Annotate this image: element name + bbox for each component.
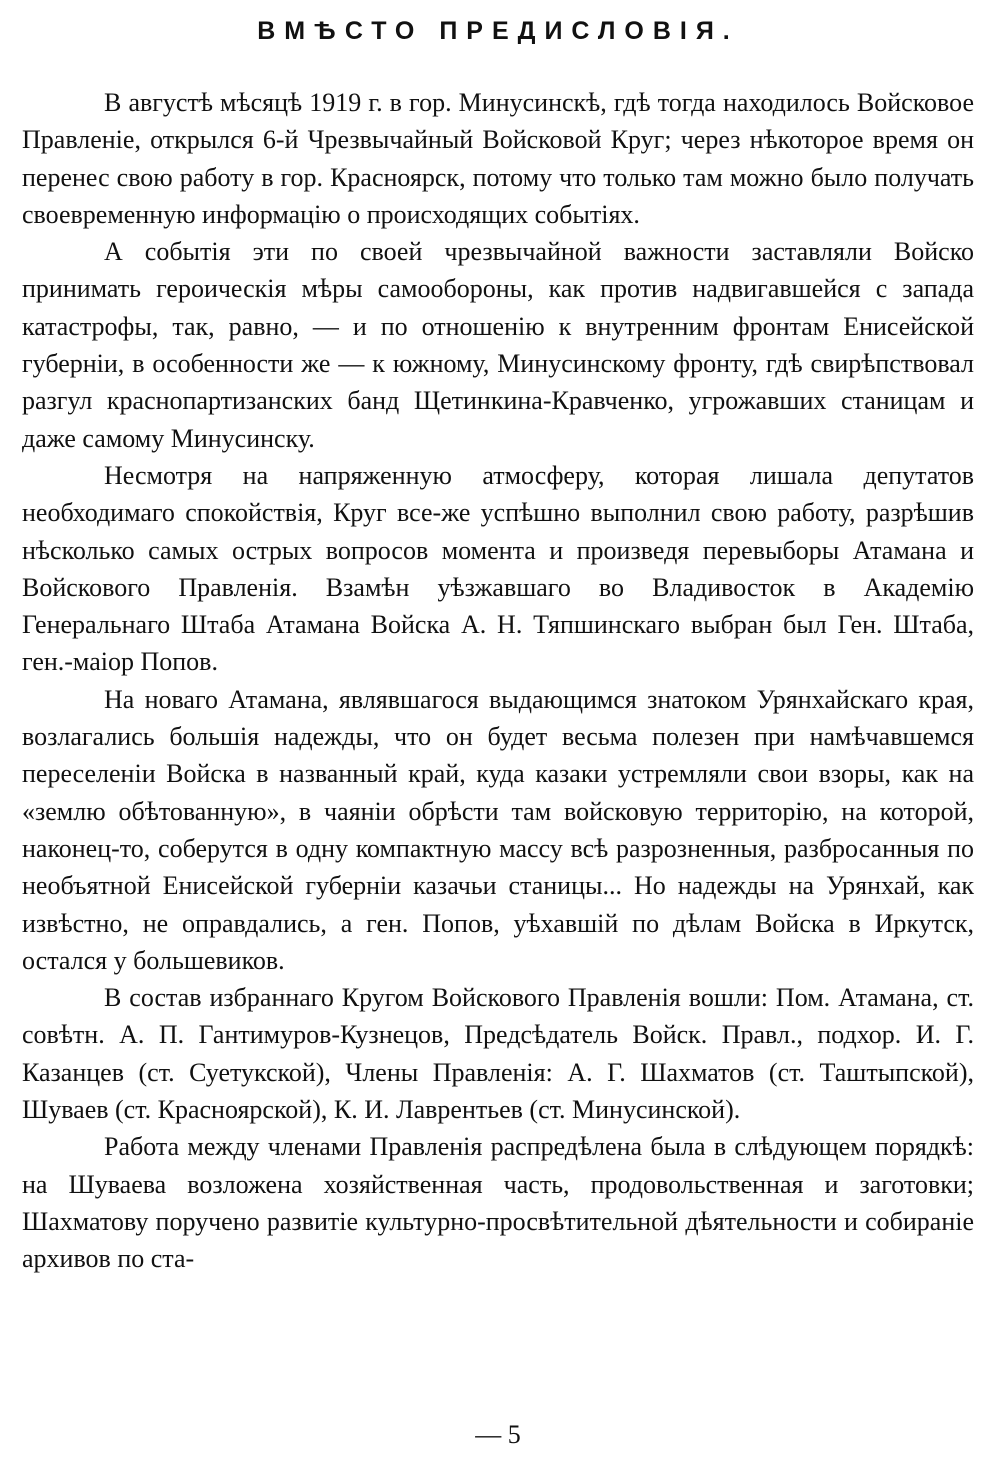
paragraph-3: Несмотря на напряженную атмосферу, которая лишала депутатов необходимаго спокойствія, Круг все-же успѣшно выполнил свою работу, разрѣшив нѣсколько самых острых вопросов момента и произведя перевыборы Атамана и Войскового Правленія. Взамѣн уѣзжавшаго во Владивосток в Академію Генеральнаго Штаба Атамана Войска А. Н. Тяпшинскаго выбран был Ген. Штаба, ген.-маіор Попов. <box>22 460 974 677</box>
paragraph-5: В состав избраннаго Кругом Войскового Правленія вошли: Пом. Атамана, ст. совѣтн. А. П. Гантимуров-Кузнецов, Предсѣдатель Войск. Правл., подхор. И. Г. Казанцев (ст. Суетукской), Члены Правленія: А. Г. Шахматов (ст. Таштыпской), Шуваев (ст. Красноярской), К. И. Лаврентьев (ст. Минусинской). <box>22 983 974 1125</box>
page-title: ВМѢСТО ПРЕДИСЛОВІЯ. <box>257 17 739 45</box>
page-number: — 5 <box>475 1420 521 1449</box>
body-text <box>22 84 974 1278</box>
paragraph-1: В августѣ мѣсяцѣ 1919 г. в гор. Минусинскѣ, гдѣ тогда находилось Войсковое Правленіе, открылся 6-й Чрезвычайный Войсковой Круг; через нѣкоторое время он перенес свою работу в гор. Красноярск, потому что только там можно было получать своевременную информацію о происходящих событіях. <box>22 88 974 229</box>
paragraph-2: А событія эти по своей чрезвычайной важности заставляли Войско принимать героическія мѣры самообороны, как против надвигавшейся с запада катастрофы, так, равно, — и по отношенію к внутренним фронтам Енисейской губерніи, в особенности же — к южному, Минусинскому фронту, гдѣ свирѣпствовал разгул краснопартизанских банд Щетинкина-Кравченко, угрожавших станицам и даже самому Минусинску. <box>22 237 974 453</box>
paragraph-4: На новаго Атамана, являвшагося выдающимся знатоком Урянхайскаго края, возлагались большія надежды, что он будет весьма полезен при намѣчавшемся переселеніи Войска в названный край, куда казаки устремляли свои взоры, как на «землю обѣтованную», в чаяніи обрѣсти там войсковую территорію, на которой, наконец-то, соберутся в одну компактную массу всѣ разрозненныя, разбросанныя по необъятной Енисейской губерніи казачьи станицы... Но надежды на Урянхай, как извѣстно, не оправдались, а ген. Попов, уѣхавшій по дѣлам Войска в Иркутск, остался у большевиков. <box>22 684 974 975</box>
paragraph-6: Работа между членами Правленія распредѣлена была в слѣдующем порядкѣ: на Шуваева возложена хозяйственная часть, продовольственная и заготовки; Шахматову поручено развитіе культурно-просвѣтительной дѣятельности и собираніе архивов по ста- <box>22 1132 974 1274</box>
